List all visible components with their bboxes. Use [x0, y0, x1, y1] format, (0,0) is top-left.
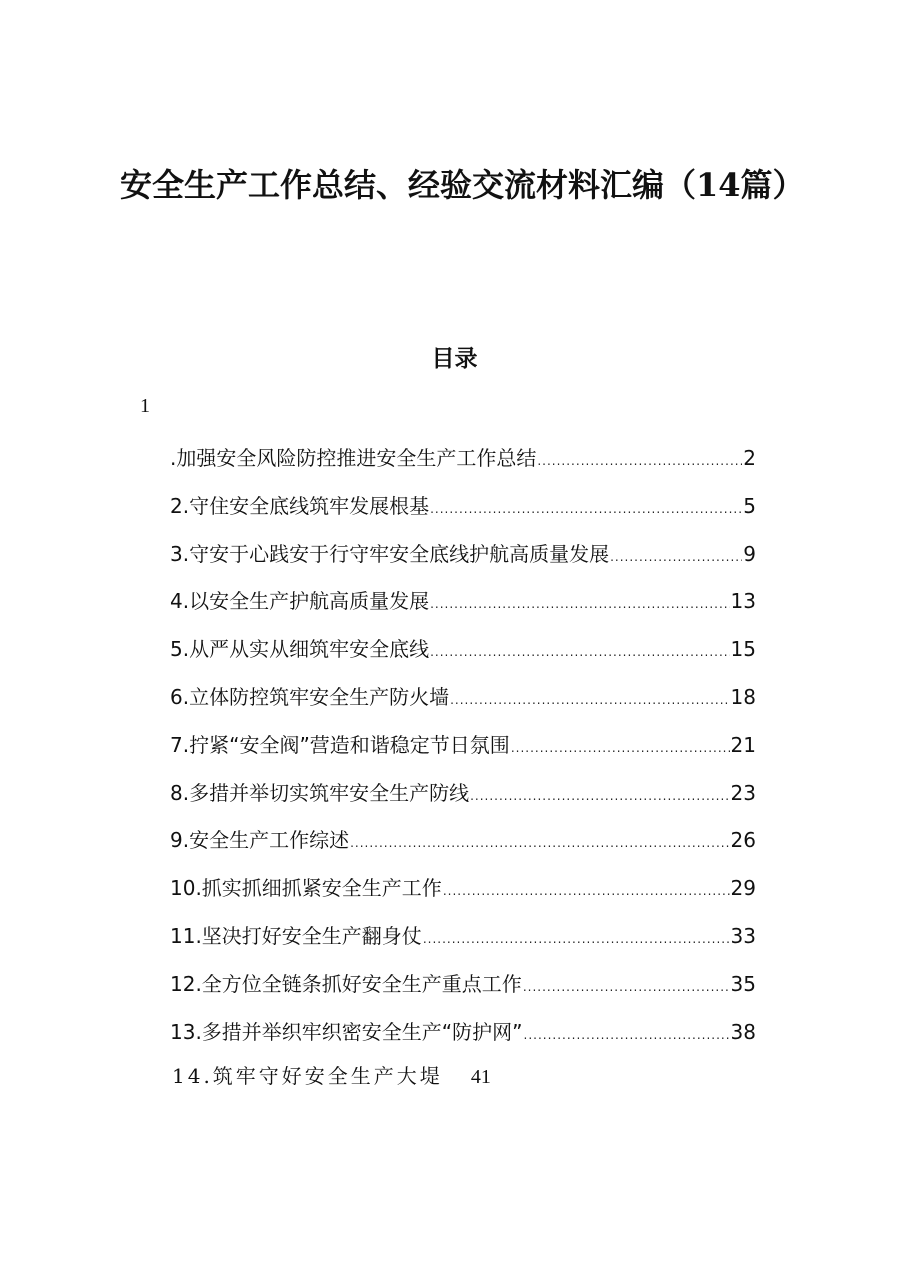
toc-entry[interactable] [170, 913, 756, 961]
table-of-contents [170, 435, 756, 1056]
toc-entry[interactable] [170, 865, 756, 913]
toc-entry[interactable] [170, 770, 756, 818]
toc-leader-dots [524, 1012, 730, 1057]
toc-leader-dots [450, 677, 729, 722]
toc-leader-dots [537, 438, 742, 483]
toc-entry-text: .加强安全风险防控推进安全生产工作总结 [170, 446, 537, 470]
toc-entry-text: 12.全方位全链条抓好安全生产重点工作 [170, 971, 522, 996]
toc-entry-page: 2 [743, 446, 756, 470]
toc-entry-text: 6.立体防控筑牢安全生产防火墙 [170, 684, 450, 709]
toc-entry-page: 23 [730, 780, 756, 805]
toc-heading: 目录 [431, 345, 478, 372]
toc-entry[interactable] [170, 483, 756, 531]
toc-entry[interactable] [170, 961, 756, 1009]
toc-entry[interactable] [170, 578, 756, 626]
toc-entry-last[interactable] [172, 1060, 491, 1089]
toc-entry-page: 13 [730, 589, 756, 614]
toc-leader-dots [430, 581, 729, 626]
document-title: 安全生产工作总结、经验交流材料汇编（14篇） [120, 166, 805, 204]
toc-entry-page: 15 [730, 637, 756, 662]
toc-leader-dots [350, 820, 729, 865]
toc-entry-page: 35 [730, 971, 756, 996]
toc-entry-page: 41 [470, 1066, 491, 1088]
toc-entry[interactable] [170, 722, 756, 770]
toc-leader-dots [443, 868, 730, 913]
toc-entry-text: 2.守住安全底线筑牢发展根基 [170, 493, 430, 518]
toc-entry-text: 10.抓实抓细抓紧安全生产工作 [170, 876, 442, 901]
toc-entry-text: 5.从严从实从细筑牢安全底线 [170, 637, 430, 662]
toc-entry-text: 4.以安全生产护航高质量发展 [170, 589, 430, 614]
toc-leader-dots [470, 773, 729, 818]
toc-entry-text: 9.安全生产工作综述 [170, 828, 350, 853]
toc-entry-page: 5 [743, 493, 756, 518]
toc-leader-dots [511, 725, 730, 770]
toc-entry[interactable] [170, 531, 756, 579]
toc-entry[interactable] [170, 1009, 756, 1057]
toc-leader-dots [523, 964, 730, 1009]
toc-leader-dots [610, 534, 742, 579]
toc-entry[interactable] [170, 435, 756, 483]
toc-entry-text: 14.筑牢守好安全生产大堤 [172, 1064, 443, 1088]
toc-entry-text: 3.守安于心践安于行守牢安全底线护航高质量发展 [170, 541, 610, 566]
toc-leader-dots [430, 486, 742, 531]
toc-entry[interactable] [170, 817, 756, 865]
toc-entry-page: 21 [730, 732, 756, 757]
toc-entry-page: 18 [730, 684, 756, 709]
toc-entry-page: 33 [730, 923, 756, 948]
toc-entry-page: 26 [730, 828, 756, 853]
stray-number: 1 [140, 395, 150, 417]
toc-leader-dots [430, 629, 729, 674]
toc-entry-text: 13.多措并举织牢织密安全生产“防护网” [170, 1019, 523, 1044]
toc-entry-page: 38 [730, 1019, 756, 1044]
toc-entry-text: 8.多措并举切实筑牢安全生产防线 [170, 780, 470, 805]
toc-entry[interactable] [170, 674, 756, 722]
toc-entry-page: 29 [730, 876, 756, 901]
toc-entry[interactable] [170, 626, 756, 674]
toc-leader-dots [423, 916, 730, 961]
toc-entry-page: 9 [743, 541, 756, 566]
toc-entry-text: 7.拧紧“安全阀”营造和谐稳定节日氛围 [170, 732, 510, 757]
toc-entry-text: 11.坚决打好安全生产翻身仗 [170, 923, 422, 948]
